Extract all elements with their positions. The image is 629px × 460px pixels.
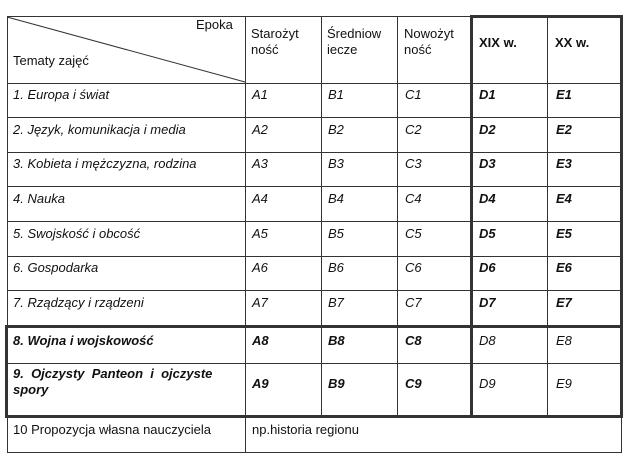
rule-bold [6,415,623,418]
code-cell: E6 [556,260,572,275]
code-cell: B4 [328,191,344,206]
topic-cell: 1. Europa i świat [13,87,110,102]
code-cell: A8 [252,333,269,348]
code-cell: B7 [328,295,344,310]
epoch-header-modern: Nowożyt ność [404,26,454,57]
topic-cell: 8. Wojna i wojskowość [13,333,154,348]
code-cell: E1 [556,87,572,102]
code-cell: D4 [479,191,496,206]
topic-cell: 3. Kobieta i mężczyzna, rodzina [13,156,197,171]
rule-bold [6,325,623,328]
code-cell: C8 [405,333,422,348]
epoch-header-19th-century: XIX w. [479,35,517,50]
epoch-header-antiquity: Starożyt ność [251,26,299,57]
topic-cell: 6. Gospodarka [13,260,99,275]
topic-cell: 7. Rządzący i rządzeni [13,295,144,310]
code-cell: D9 [479,376,496,391]
code-cell: B9 [328,376,345,391]
rule [7,363,622,364]
epoch-label: Epoka [196,17,233,32]
code-cell: D7 [479,295,496,310]
code-cell: E2 [556,122,572,137]
code-cell: B2 [328,122,344,137]
code-cell: A5 [252,226,268,241]
note-cell: np.historia regionu [252,422,359,437]
rule [7,256,622,257]
code-cell: A9 [252,376,269,391]
topic-cell: 5. Swojskość i obcość [13,226,141,241]
rule [7,452,622,453]
code-cell: A3 [252,156,268,171]
rule [7,221,622,222]
code-cell: B6 [328,260,344,275]
code-cell: C1 [405,87,422,102]
code-cell: E8 [556,333,572,348]
code-cell: C5 [405,226,422,241]
topic-cell: 2. Język, komunikacja i media [13,122,186,137]
rule [7,83,622,84]
rule-bold [5,325,8,418]
topic-cell: 10 Propozycja własna nauczyciela [13,422,211,437]
code-cell: D6 [479,260,496,275]
code-cell: C7 [405,295,422,310]
rule-bold [620,325,623,418]
code-cell: C6 [405,260,422,275]
code-cell: B8 [328,333,345,348]
code-cell: D5 [479,226,496,241]
epoch-header-20th-century: XX w. [555,35,590,50]
code-cell: B5 [328,226,344,241]
epoch-header-middle-ages: Średniow iecze [327,26,382,57]
code-cell: B1 [328,87,344,102]
rule [547,16,548,416]
code-cell: D2 [479,122,496,137]
rule-bold [470,15,623,18]
rule [321,16,322,416]
rule-bold [620,16,623,327]
code-cell: D1 [479,87,496,102]
rule [7,117,622,118]
rule-bold [470,16,473,416]
code-cell: E7 [556,295,572,310]
code-cell: E4 [556,191,572,206]
code-cell: E3 [556,156,572,171]
code-cell: A6 [252,260,268,275]
rule [7,186,622,187]
code-cell: A7 [252,295,268,310]
rule [7,290,622,291]
code-cell: A4 [252,191,268,206]
topic-cell: 9. Ojczysty Panteon i ojczyste spory [13,366,213,397]
code-cell: C4 [405,191,422,206]
code-cell: C9 [405,376,422,391]
code-cell: E9 [556,376,572,391]
code-cell: A2 [252,122,268,137]
code-cell: A1 [252,87,268,102]
rule [7,152,622,153]
code-cell: C3 [405,156,422,171]
code-cell: B3 [328,156,344,171]
rule [245,16,246,453]
code-cell: C2 [405,122,422,137]
code-cell: D3 [479,156,496,171]
code-cell: D8 [479,333,496,348]
rule [397,16,398,416]
topic-cell: 4. Nauka [13,191,66,206]
code-cell: E5 [556,226,572,241]
topics-label: Tematy zajęć [13,53,89,68]
